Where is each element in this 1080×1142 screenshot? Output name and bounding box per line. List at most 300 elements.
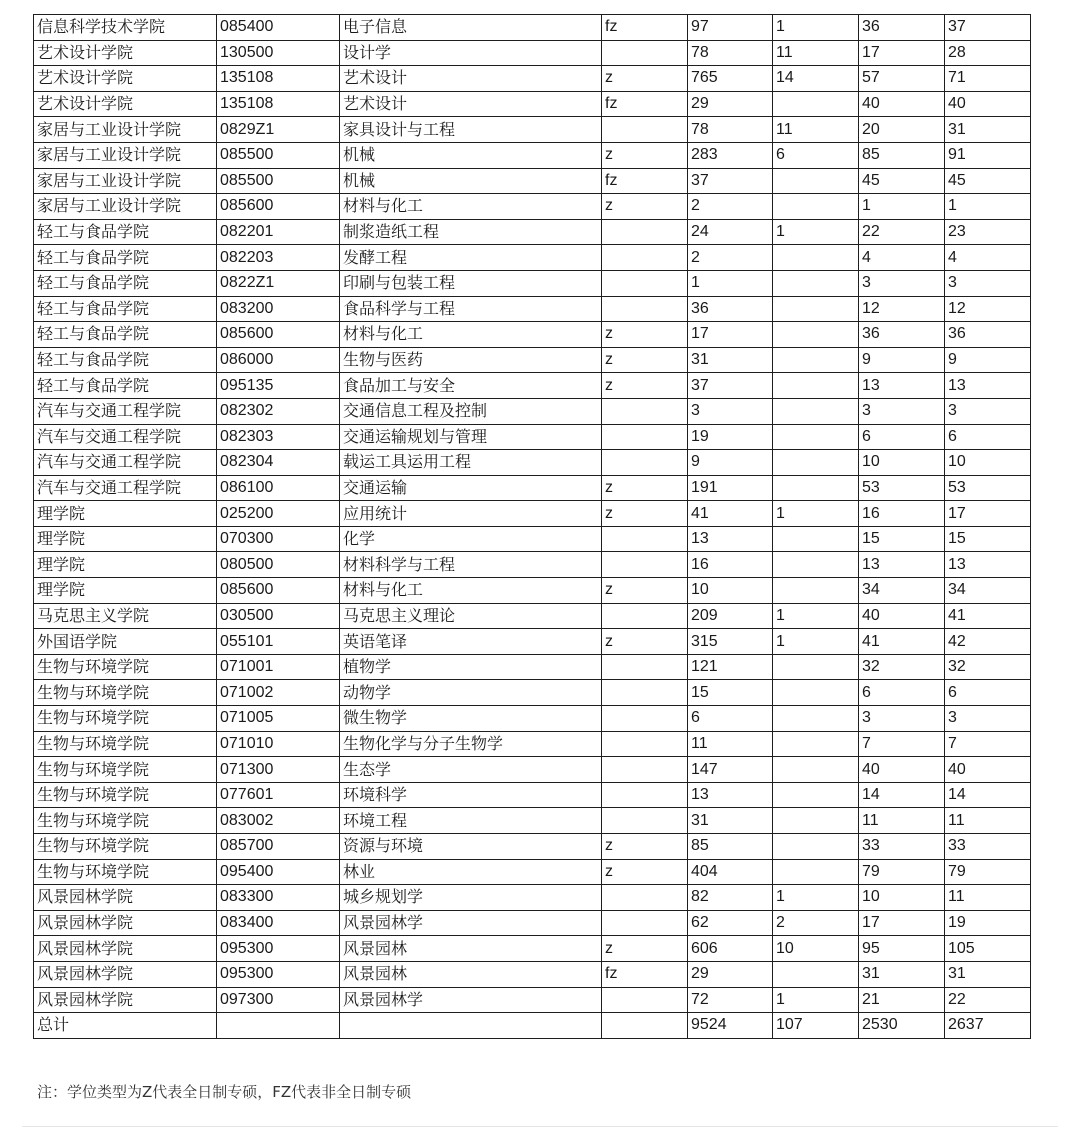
count-3-cell: 12 [859,296,945,322]
college-cell: 理学院 [34,501,217,527]
table-body [34,15,1031,1039]
table-row [34,578,1031,604]
major-name-cell: 材料与化工 [340,578,602,604]
degree-type-cell: fz [602,961,688,987]
college-cell: 生物与环境学院 [34,654,217,680]
degree-type-cell: fz [602,91,688,117]
count-1-cell: 82 [688,885,773,911]
college-cell: 艺术设计学院 [34,91,217,117]
count-2-cell: 10 [773,936,859,962]
count-3-cell: 13 [859,373,945,399]
table-row [34,373,1031,399]
major-code-cell: 071300 [217,757,340,783]
count-2-cell: 1 [773,885,859,911]
major-name-cell: 环境工程 [340,808,602,834]
major-code-cell: 095300 [217,961,340,987]
degree-type-cell: fz [602,15,688,41]
table-row [34,450,1031,476]
table-row [34,501,1031,527]
count-2-cell [773,91,859,117]
college-cell: 轻工与食品学院 [34,296,217,322]
table-row [34,834,1031,860]
count-2-cell [773,322,859,348]
count-4-cell: 36 [945,322,1031,348]
count-4-cell: 71 [945,66,1031,92]
count-1-cell: 2 [688,245,773,271]
count-1-cell: 9 [688,450,773,476]
count-1-cell: 147 [688,757,773,783]
footer-divider [22,1126,1058,1127]
count-3-cell: 10 [859,450,945,476]
major-name-cell: 动物学 [340,680,602,706]
count-2-cell: 11 [773,40,859,66]
count-2-cell: 14 [773,66,859,92]
major-name-cell: 风景园林 [340,936,602,962]
major-name-cell: 化学 [340,526,602,552]
count-3-cell: 21 [859,987,945,1013]
major-code-cell: 095300 [217,936,340,962]
count-4-cell: 19 [945,910,1031,936]
degree-type-cell: z [602,322,688,348]
table-row [34,475,1031,501]
count-3-cell: 31 [859,961,945,987]
degree-type-cell [602,424,688,450]
major-code-cell: 0829Z1 [217,117,340,143]
college-cell: 风景园林学院 [34,910,217,936]
count-1-cell: 121 [688,654,773,680]
count-2-cell [773,961,859,987]
major-name-cell: 材料与化工 [340,322,602,348]
count-1-cell: 78 [688,117,773,143]
degree-type-cell [602,706,688,732]
count-1-cell: 72 [688,987,773,1013]
major-name-cell: 载运工具运用工程 [340,450,602,476]
major-code-cell: 077601 [217,782,340,808]
count-3-cell: 14 [859,782,945,808]
count-3-cell: 57 [859,66,945,92]
major-name-cell: 食品加工与安全 [340,373,602,399]
count-1-cell: 283 [688,142,773,168]
count-2-cell [773,347,859,373]
college-cell: 生物与环境学院 [34,680,217,706]
count-3-cell: 40 [859,91,945,117]
count-2-cell [773,450,859,476]
count-2-cell [773,782,859,808]
table-row [34,782,1031,808]
college-cell: 马克思主义学院 [34,603,217,629]
count-3-cell: 10 [859,885,945,911]
table-row [34,808,1031,834]
major-name-cell: 微生物学 [340,706,602,732]
count-2-cell: 1 [773,501,859,527]
major-code-cell: 085400 [217,15,340,41]
count-4-cell: 22 [945,987,1031,1013]
major-code-cell: 071010 [217,731,340,757]
college-cell: 家居与工业设计学院 [34,168,217,194]
count-2-cell: 1 [773,987,859,1013]
degree-type-cell [602,398,688,424]
major-code-cell: 0822Z1 [217,270,340,296]
college-cell: 风景园林学院 [34,961,217,987]
count-4-cell: 14 [945,782,1031,808]
count-4-cell: 45 [945,168,1031,194]
table-row [34,757,1031,783]
table-row [34,91,1031,117]
degree-type-cell [602,526,688,552]
count-1-cell: 315 [688,629,773,655]
count-1-cell: 6 [688,706,773,732]
college-cell: 汽车与交通工程学院 [34,450,217,476]
count-1-cell: 36 [688,296,773,322]
table-row [34,961,1031,987]
table-row [34,526,1031,552]
college-cell: 生物与环境学院 [34,859,217,885]
count-4-cell: 31 [945,117,1031,143]
count-2-cell [773,578,859,604]
table-row [34,629,1031,655]
degree-type-cell [602,885,688,911]
count-3-cell: 6 [859,680,945,706]
count-1-cell: 19 [688,424,773,450]
count-1-cell: 62 [688,910,773,936]
count-3-cell: 79 [859,859,945,885]
major-name-cell: 生物与医药 [340,347,602,373]
major-code-cell: 086000 [217,347,340,373]
college-cell: 轻工与食品学院 [34,322,217,348]
degree-type-cell [602,654,688,680]
major-code-cell: 082201 [217,219,340,245]
count-2-cell: 107 [773,1013,859,1039]
major-code-cell: 082304 [217,450,340,476]
count-3-cell: 22 [859,219,945,245]
major-name-cell: 英语笔译 [340,629,602,655]
count-4-cell: 12 [945,296,1031,322]
college-cell: 理学院 [34,552,217,578]
major-code-cell: 071005 [217,706,340,732]
total-row [34,1013,1031,1039]
degree-type-cell: z [602,578,688,604]
table-row [34,731,1031,757]
count-4-cell: 34 [945,578,1031,604]
count-2-cell [773,526,859,552]
count-1-cell: 78 [688,40,773,66]
major-name-cell: 机械 [340,142,602,168]
count-3-cell: 11 [859,808,945,834]
count-4-cell: 3 [945,270,1031,296]
major-name-cell: 家具设计与工程 [340,117,602,143]
major-code-cell: 085700 [217,834,340,860]
college-cell: 生物与环境学院 [34,731,217,757]
college-cell: 艺术设计学院 [34,40,217,66]
degree-type-cell: z [602,475,688,501]
major-code-cell: 130500 [217,40,340,66]
count-4-cell: 15 [945,526,1031,552]
table-row [34,270,1031,296]
count-3-cell: 85 [859,142,945,168]
count-1-cell: 24 [688,219,773,245]
major-code-cell: 071001 [217,654,340,680]
degree-type-cell: z [602,936,688,962]
degree-type-cell [602,782,688,808]
count-1-cell: 13 [688,526,773,552]
count-1-cell: 11 [688,731,773,757]
major-name-cell: 风景园林 [340,961,602,987]
count-3-cell: 32 [859,654,945,680]
count-4-cell: 1 [945,194,1031,220]
count-2-cell [773,654,859,680]
major-name-cell: 交通运输 [340,475,602,501]
count-2-cell [773,168,859,194]
table-row [34,424,1031,450]
count-2-cell: 1 [773,603,859,629]
count-4-cell: 17 [945,501,1031,527]
count-2-cell [773,194,859,220]
admissions-table [33,14,1031,1039]
table-row [34,142,1031,168]
major-name-cell: 印刷与包装工程 [340,270,602,296]
count-1-cell: 404 [688,859,773,885]
table-row [34,398,1031,424]
count-3-cell: 3 [859,398,945,424]
count-3-cell: 20 [859,117,945,143]
college-cell: 总计 [34,1013,217,1039]
count-4-cell: 9 [945,347,1031,373]
count-4-cell: 40 [945,91,1031,117]
table-row [34,706,1031,732]
degree-type-cell [602,552,688,578]
table-row [34,680,1031,706]
degree-type-cell [602,40,688,66]
count-2-cell [773,706,859,732]
count-1-cell: 16 [688,552,773,578]
count-1-cell: 31 [688,347,773,373]
major-code-cell: 071002 [217,680,340,706]
major-name-cell: 材料与化工 [340,194,602,220]
degree-type-cell [602,808,688,834]
table-row [34,245,1031,271]
major-name-cell: 城乡规划学 [340,885,602,911]
count-3-cell: 15 [859,526,945,552]
college-cell: 理学院 [34,526,217,552]
major-name-cell: 交通运输规划与管理 [340,424,602,450]
count-1-cell: 13 [688,782,773,808]
degree-type-cell: z [602,501,688,527]
count-4-cell: 41 [945,603,1031,629]
major-name-cell: 环境科学 [340,782,602,808]
college-cell: 家居与工业设计学院 [34,194,217,220]
count-1-cell: 85 [688,834,773,860]
major-name-cell: 食品科学与工程 [340,296,602,322]
major-code-cell: 082303 [217,424,340,450]
degree-type-cell [602,117,688,143]
degree-type-cell: z [602,859,688,885]
major-name-cell: 生态学 [340,757,602,783]
count-1-cell: 191 [688,475,773,501]
count-1-cell: 31 [688,808,773,834]
footnote: 注：学位类型为Z代表全日制专硕，FZ代表非全日制专硕 [37,1083,412,1101]
count-3-cell: 4 [859,245,945,271]
count-1-cell: 29 [688,961,773,987]
degree-type-cell [602,987,688,1013]
major-code-cell: 055101 [217,629,340,655]
major-name-cell: 材料科学与工程 [340,552,602,578]
major-name-cell [340,1013,602,1039]
table-row [34,168,1031,194]
count-1-cell: 41 [688,501,773,527]
count-3-cell: 40 [859,603,945,629]
count-4-cell: 42 [945,629,1031,655]
college-cell: 外国语学院 [34,629,217,655]
college-cell: 家居与工业设计学院 [34,117,217,143]
count-2-cell [773,731,859,757]
major-code-cell: 085500 [217,168,340,194]
count-1-cell: 37 [688,373,773,399]
table-row [34,603,1031,629]
count-3-cell: 13 [859,552,945,578]
count-1-cell: 765 [688,66,773,92]
degree-type-cell [602,603,688,629]
table-row [34,885,1031,911]
count-3-cell: 6 [859,424,945,450]
major-code-cell: 083300 [217,885,340,911]
major-name-cell: 生物化学与分子生物学 [340,731,602,757]
major-code-cell: 070300 [217,526,340,552]
college-cell: 汽车与交通工程学院 [34,424,217,450]
count-4-cell: 13 [945,373,1031,399]
count-1-cell: 3 [688,398,773,424]
count-4-cell: 32 [945,654,1031,680]
count-4-cell: 79 [945,859,1031,885]
admissions-table-sheet [33,14,1031,1039]
count-4-cell: 13 [945,552,1031,578]
degree-type-cell [602,757,688,783]
count-3-cell: 40 [859,757,945,783]
degree-type-cell [602,680,688,706]
table-row [34,194,1031,220]
count-2-cell [773,475,859,501]
count-2-cell [773,834,859,860]
count-2-cell: 6 [773,142,859,168]
table-row [34,40,1031,66]
table-row [34,322,1031,348]
count-2-cell [773,424,859,450]
count-2-cell [773,245,859,271]
major-code-cell: 086100 [217,475,340,501]
count-4-cell: 53 [945,475,1031,501]
count-1-cell: 15 [688,680,773,706]
degree-type-cell [602,296,688,322]
major-code-cell: 085500 [217,142,340,168]
college-cell: 理学院 [34,578,217,604]
degree-type-cell [602,1013,688,1039]
count-2-cell: 1 [773,219,859,245]
major-name-cell: 制浆造纸工程 [340,219,602,245]
major-name-cell: 林业 [340,859,602,885]
major-name-cell: 机械 [340,168,602,194]
degree-type-cell: z [602,194,688,220]
table-row [34,296,1031,322]
count-2-cell: 2 [773,910,859,936]
major-code-cell: 135108 [217,91,340,117]
count-3-cell: 41 [859,629,945,655]
table-row [34,219,1031,245]
count-4-cell: 31 [945,961,1031,987]
major-code-cell: 082203 [217,245,340,271]
count-4-cell: 10 [945,450,1031,476]
count-3-cell: 45 [859,168,945,194]
count-3-cell: 53 [859,475,945,501]
college-cell: 轻工与食品学院 [34,219,217,245]
college-cell: 风景园林学院 [34,885,217,911]
count-3-cell: 3 [859,706,945,732]
count-3-cell: 2530 [859,1013,945,1039]
college-cell: 轻工与食品学院 [34,373,217,399]
count-2-cell [773,552,859,578]
count-1-cell: 17 [688,322,773,348]
major-name-cell: 艺术设计 [340,66,602,92]
college-cell: 生物与环境学院 [34,757,217,783]
major-code-cell: 025200 [217,501,340,527]
major-name-cell: 电子信息 [340,15,602,41]
count-4-cell: 33 [945,834,1031,860]
count-1-cell: 1 [688,270,773,296]
count-3-cell: 3 [859,270,945,296]
table-row [34,117,1031,143]
count-3-cell: 17 [859,40,945,66]
count-4-cell: 6 [945,424,1031,450]
major-name-cell: 风景园林学 [340,910,602,936]
count-2-cell [773,398,859,424]
count-1-cell: 9524 [688,1013,773,1039]
count-4-cell: 3 [945,706,1031,732]
college-cell: 艺术设计学院 [34,66,217,92]
table-row [34,552,1031,578]
major-name-cell: 应用统计 [340,501,602,527]
count-1-cell: 37 [688,168,773,194]
count-2-cell [773,373,859,399]
college-cell: 生物与环境学院 [34,706,217,732]
count-4-cell: 6 [945,680,1031,706]
college-cell: 汽车与交通工程学院 [34,398,217,424]
degree-type-cell: z [602,66,688,92]
college-cell: 家居与工业设计学院 [34,142,217,168]
college-cell: 风景园林学院 [34,987,217,1013]
college-cell: 风景园林学院 [34,936,217,962]
major-code-cell: 083002 [217,808,340,834]
major-code-cell: 135108 [217,66,340,92]
count-4-cell: 28 [945,40,1031,66]
college-cell: 生物与环境学院 [34,782,217,808]
major-code-cell: 080500 [217,552,340,578]
count-2-cell [773,808,859,834]
count-2-cell: 1 [773,629,859,655]
college-cell: 汽车与交通工程学院 [34,475,217,501]
major-code-cell: 095135 [217,373,340,399]
degree-type-cell [602,219,688,245]
count-1-cell: 97 [688,15,773,41]
count-3-cell: 36 [859,322,945,348]
count-2-cell [773,757,859,783]
count-3-cell: 1 [859,194,945,220]
degree-type-cell [602,731,688,757]
table-row [34,654,1031,680]
major-code-cell: 030500 [217,603,340,629]
degree-type-cell: z [602,373,688,399]
degree-type-cell: z [602,347,688,373]
count-1-cell: 2 [688,194,773,220]
count-4-cell: 23 [945,219,1031,245]
count-2-cell: 1 [773,15,859,41]
